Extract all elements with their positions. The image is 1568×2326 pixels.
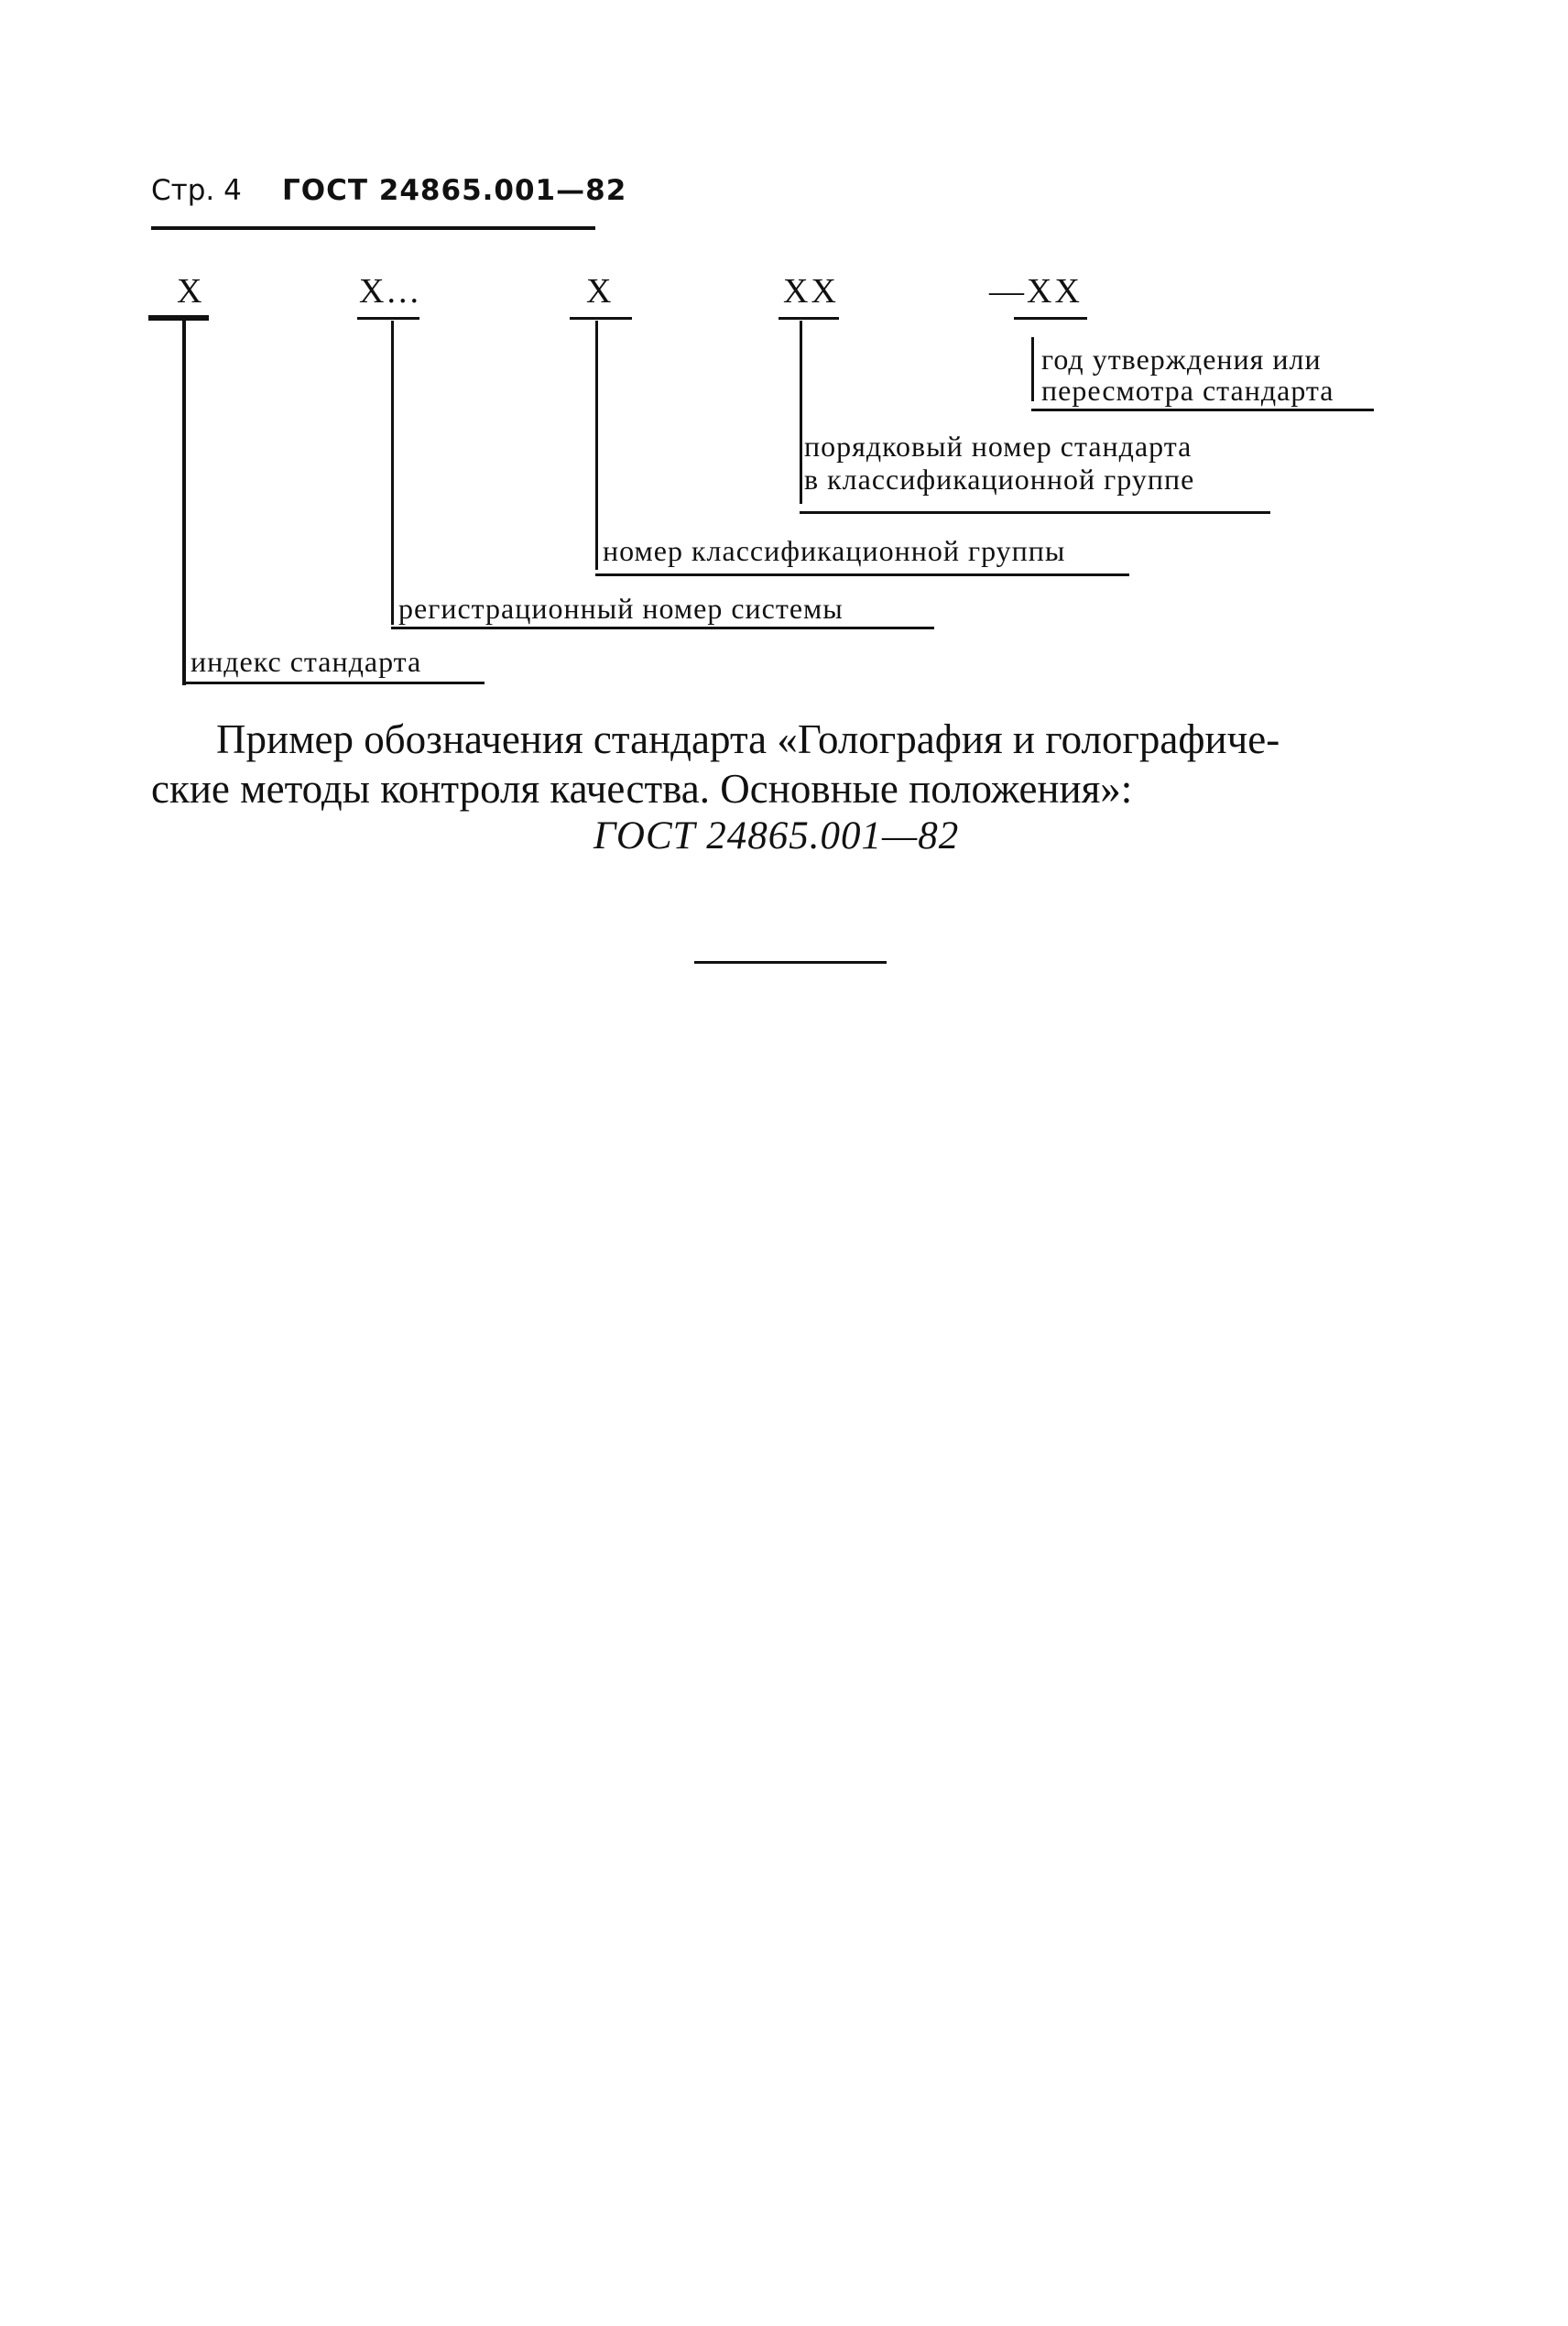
leader-vertical-group <box>595 321 598 570</box>
label-group: номер классификационной группы <box>603 534 1066 567</box>
mark-underline-group <box>570 317 632 320</box>
label-year-line2: пересмотра стандарта <box>1041 374 1334 407</box>
leader-vertical-year <box>1031 337 1034 401</box>
mark-underline-system <box>357 317 419 320</box>
example-designation: ГОСТ 24865.001—82 <box>593 814 960 857</box>
leader-vertical-index <box>182 321 186 685</box>
label-serial-underline <box>800 511 1270 514</box>
mark-underline-year <box>1014 317 1087 320</box>
leader-vertical-system <box>391 321 394 625</box>
label-serial-line1: порядковый номер стандарта <box>804 430 1192 463</box>
scheme-mark-index: Х <box>177 272 205 311</box>
header-rule <box>151 226 595 230</box>
page-number: Стр. 4 <box>151 174 242 207</box>
scheme-mark-year: —ХХ <box>989 272 1083 311</box>
label-serial-line2: в классификационной группе <box>804 463 1195 496</box>
label-group-underline <box>595 573 1129 576</box>
label-year-underline <box>1031 409 1374 411</box>
scheme-mark-system: Х... <box>359 272 421 311</box>
scheme-mark-group: Х <box>586 272 615 311</box>
scheme-mark-serial: ХХ <box>783 272 839 311</box>
mark-underline-serial <box>779 317 839 320</box>
label-system-underline <box>391 627 934 629</box>
leader-vertical-serial <box>800 321 802 504</box>
label-system: регистрационный номер системы <box>398 592 844 625</box>
label-year-line1: год утверждения или <box>1041 343 1322 376</box>
label-index: индекс стандарта <box>191 645 422 678</box>
example-text-line1: Пример обозначения стандарта «Голография и голографиче- <box>216 716 1280 762</box>
mark-underline-index <box>148 315 209 321</box>
label-index-underline <box>182 682 485 684</box>
standard-number-header: ГОСТ 24865.001—82 <box>282 174 627 207</box>
end-rule <box>694 961 887 964</box>
example-text-line2: ские методы контроля качества. Основные положения»: <box>151 766 1133 812</box>
